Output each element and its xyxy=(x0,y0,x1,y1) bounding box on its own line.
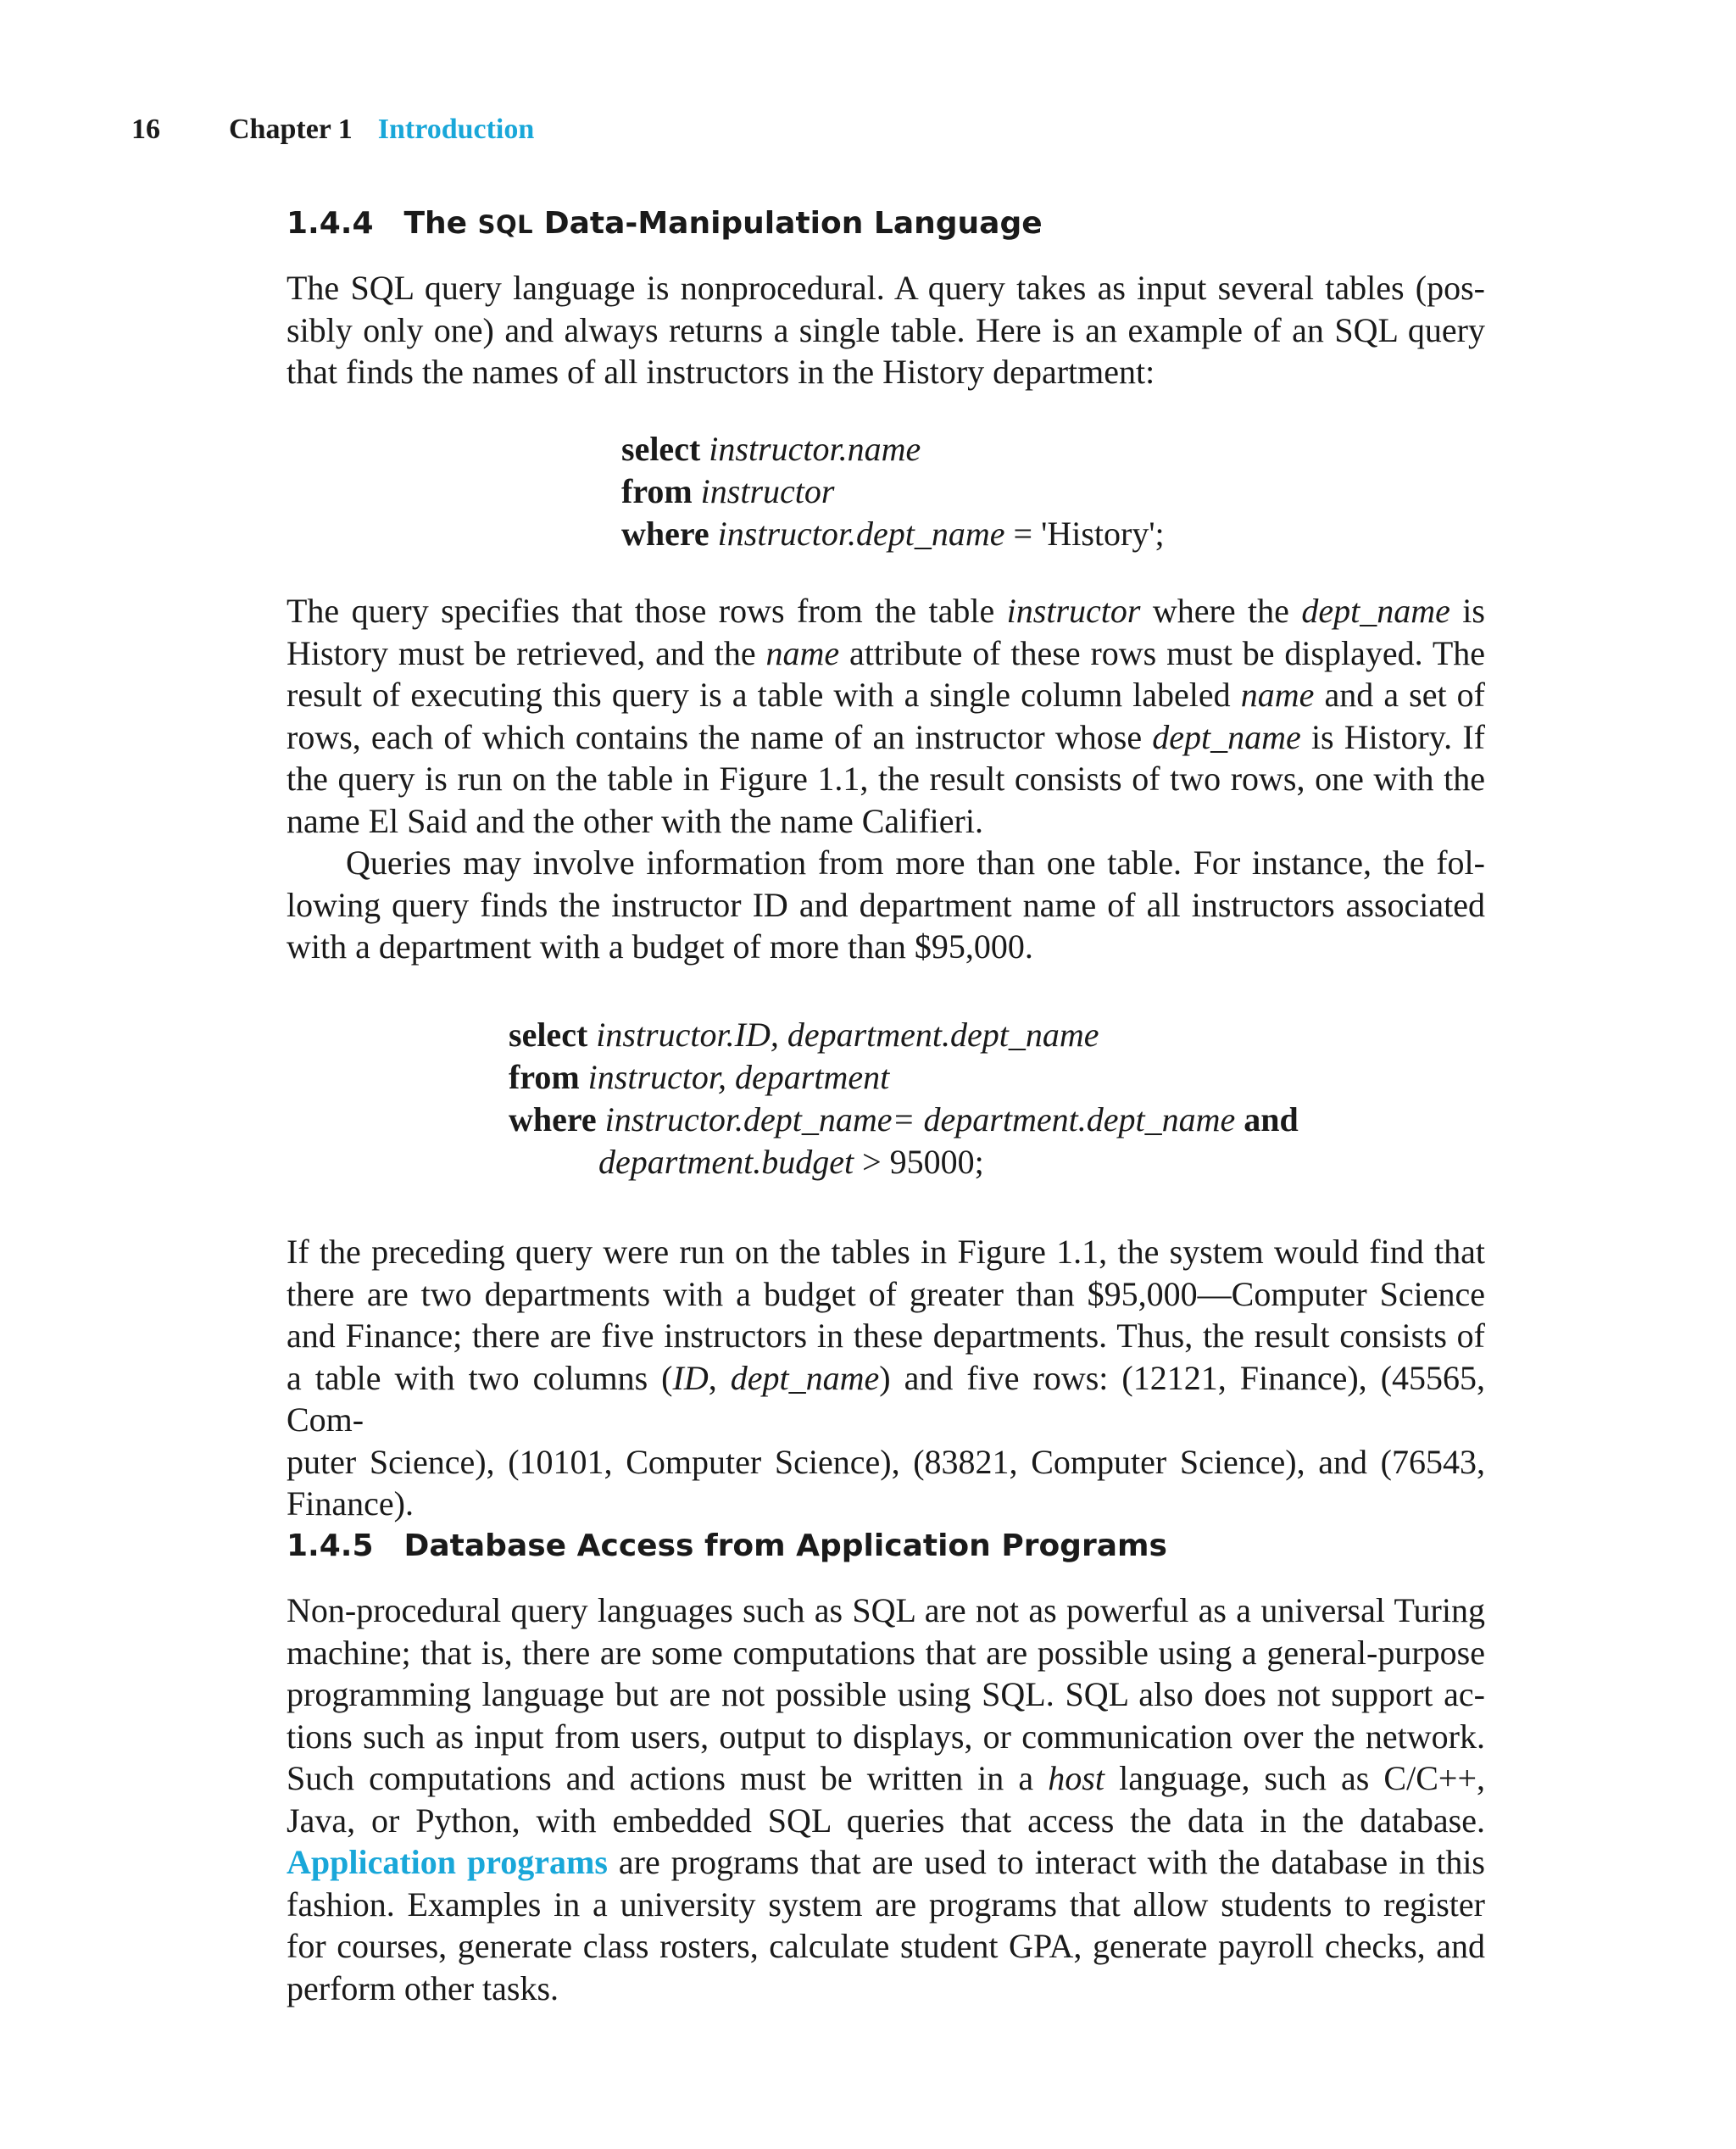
text-italic: ID xyxy=(672,1358,709,1397)
keyword-from: from xyxy=(509,1058,580,1096)
keyword-from: from xyxy=(621,472,693,510)
code-expr: instructor.name xyxy=(709,430,921,468)
code-expr: instructor.ID, department.dept_name xyxy=(596,1016,1099,1054)
text: The query specifies that those rows from the table xyxy=(287,592,1007,630)
text-line: that finds the names of all instructors in the History department: xyxy=(287,353,1155,391)
text: is xyxy=(1449,592,1485,630)
code-line xyxy=(621,428,1165,470)
section-heading-1-4-4 xyxy=(287,206,1485,241)
text-line: Finance). xyxy=(287,1484,414,1523)
code-text: > 95000; xyxy=(854,1143,984,1181)
text-line: If the preceding query were run on the tables in Figure 1.1, the system would find that xyxy=(287,1233,1485,1271)
code-expr: department.budget xyxy=(598,1143,854,1181)
text-line: the query is run on the table in Figure 1.1, the result consists of two rows, one with the xyxy=(287,760,1485,798)
text-line: name El Said and the other with the name Califieri. xyxy=(287,801,983,840)
text-line: Non-procedural query languages such as SQL are not as powerful as a universal Turing xyxy=(287,1591,1485,1629)
page-number: 16 xyxy=(131,114,160,145)
text-line: and Finance; there are five instructors in these departments. Thus, the result consists of xyxy=(287,1317,1485,1355)
section-number: 1.4.5 xyxy=(287,1528,374,1563)
text: ) and five rows: (12121, Finance), (45565, Com- xyxy=(287,1358,1486,1439)
sql-query-1 xyxy=(621,428,1165,555)
text: rows, each of which contains the name of an instructor whose xyxy=(287,717,1153,756)
text-line xyxy=(287,1357,1485,1441)
keyword-select: select xyxy=(621,430,701,468)
code-line xyxy=(509,1099,1299,1141)
text-italic: dept_name xyxy=(730,1358,880,1397)
paragraph-4 xyxy=(287,1231,1485,1525)
paragraph-3 xyxy=(287,842,1485,968)
text-line: The SQL query language is nonprocedural. A query takes as input several tables (pos- xyxy=(287,269,1485,307)
text-line: lowing query finds the instructor ID and department name of all instructors associated xyxy=(287,885,1485,924)
running-head xyxy=(131,114,534,146)
text-line: tions such as input from users, output to displays, or communication over the network. xyxy=(287,1717,1485,1756)
text-line xyxy=(287,716,1485,759)
text-line: for courses, generate class rosters, calculate student GPA, generate payroll checks, and xyxy=(287,1927,1485,1965)
keyword-where: where xyxy=(509,1100,597,1139)
text-line: fashion. Examples in a university system are programs that allow students to register xyxy=(287,1885,1485,1924)
code-expr: instructor, department xyxy=(587,1058,890,1096)
text-line: programming language but are not possible using SQL. SQL also does not support ac- xyxy=(287,1675,1485,1713)
text-line xyxy=(287,674,1485,716)
text-line: Queries may involve information from more than one table. For instance, the fol- xyxy=(346,843,1485,882)
section-title: Database Access from Application Programs xyxy=(403,1528,1167,1563)
text-line: sibly only one) and always returns a single table. Here is an example of an SQL query xyxy=(287,310,1485,349)
text: Such computations and actions must be written in a xyxy=(287,1759,1049,1797)
text-italic: host xyxy=(1048,1759,1104,1797)
text-italic: name xyxy=(765,633,840,672)
text: are programs that are used to interact with the database in this xyxy=(607,1843,1485,1881)
text-line: there are two departments with a budget of greater than $95,000—Computer Science xyxy=(287,1274,1485,1313)
section-label: Introduction xyxy=(377,114,535,145)
section-title-pre: The xyxy=(403,206,478,241)
code-line xyxy=(621,470,1165,513)
keyword-select: select xyxy=(509,1016,588,1054)
sql-query-2 xyxy=(509,1014,1299,1183)
keyword-and: and xyxy=(1244,1100,1299,1139)
text: is History. If xyxy=(1300,717,1485,756)
text-line: perform other tasks. xyxy=(287,1968,559,2007)
code-line xyxy=(509,1141,1299,1183)
text: , xyxy=(708,1358,731,1397)
text-line: machine; that is, there are some computations that are possible using a general-purpose xyxy=(287,1633,1485,1672)
text-italic: instructor xyxy=(1006,592,1141,630)
text-line: puter Science), (10101, Computer Science), (83821, Computer Science), and (76543, xyxy=(287,1442,1485,1481)
text-line xyxy=(287,1757,1485,1800)
code-expr: instructor xyxy=(700,472,835,510)
text-italic: dept_name xyxy=(1152,717,1301,756)
text: and a set of xyxy=(1314,676,1486,714)
code-expr: instructor.dept_name xyxy=(717,515,1005,553)
paragraph-1 xyxy=(287,267,1485,393)
text: result of executing this query is a table with a single column labeled xyxy=(287,676,1241,714)
chapter-label: Chapter 1 xyxy=(229,114,353,145)
glossary-term: Application programs xyxy=(287,1843,608,1881)
section-title-sql: SQL xyxy=(477,210,534,239)
text-line: Java, or Python, with embedded SQL queries that access the data in the database. xyxy=(287,1801,1485,1840)
text-italic: dept_name xyxy=(1301,592,1450,630)
code-line xyxy=(621,513,1165,555)
code-expr: instructor.dept_name= department.dept_name xyxy=(604,1100,1236,1139)
text: attribute of these rows must be displayed. The xyxy=(839,633,1486,672)
text-line xyxy=(287,590,1485,632)
paragraph-2 xyxy=(287,590,1485,842)
text-italic: name xyxy=(1240,676,1315,714)
text-line xyxy=(287,1841,1485,1884)
text: where the xyxy=(1140,592,1302,630)
keyword-where: where xyxy=(621,515,709,553)
section-number: 1.4.4 xyxy=(287,206,374,241)
text: History must be retrieved, and the xyxy=(287,633,766,672)
text: a table with two columns ( xyxy=(287,1358,673,1397)
paragraph-5 xyxy=(287,1589,1485,2009)
text: language, such as C/C++, xyxy=(1104,1759,1486,1797)
text-line: with a department with a budget of more than $95,000. xyxy=(287,927,1033,966)
section-heading-1-4-5 xyxy=(287,1528,1485,1563)
section-title-post: Data-Manipulation Language xyxy=(533,206,1043,241)
text-line xyxy=(287,632,1485,675)
code-text: = 'History'; xyxy=(1004,515,1165,553)
code-line xyxy=(509,1056,1299,1099)
code-line xyxy=(509,1014,1299,1056)
